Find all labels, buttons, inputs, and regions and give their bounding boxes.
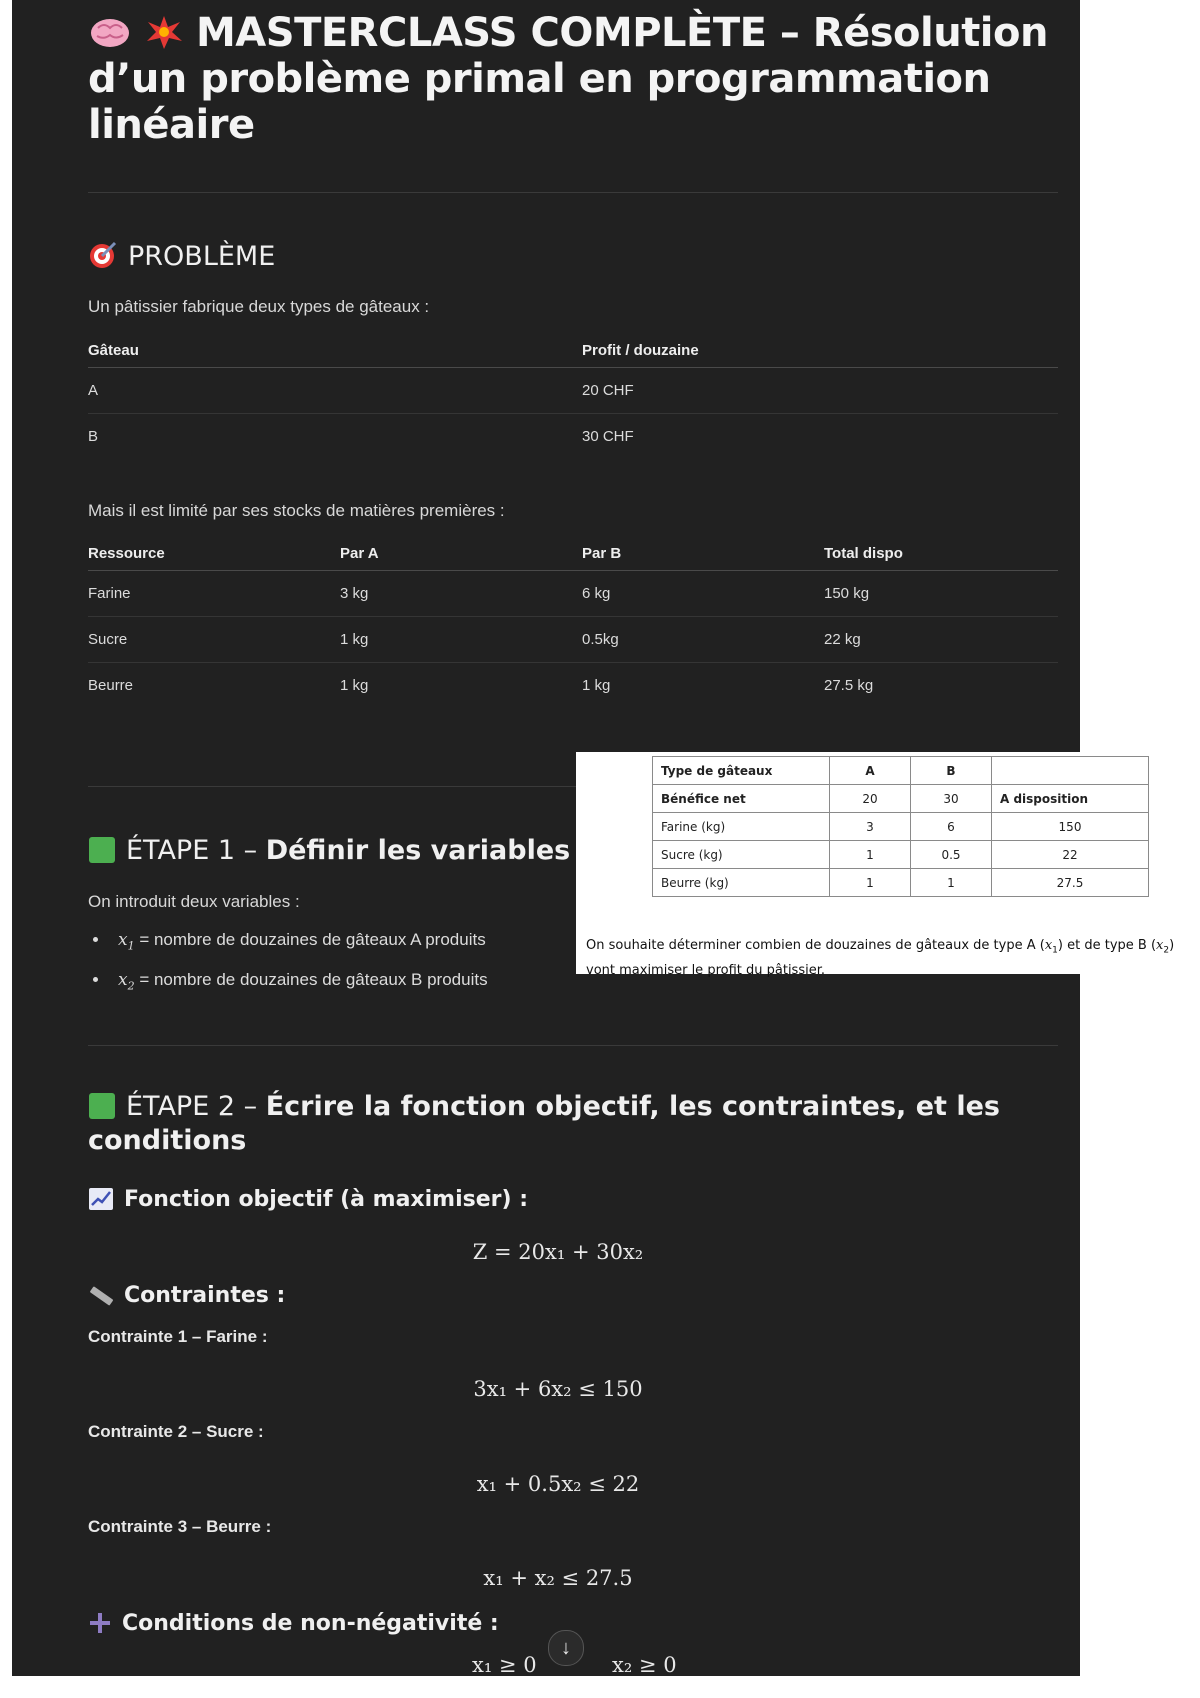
etape2-prefix: ÉTAPE 2 – (126, 1091, 266, 1122)
contraintes-heading (88, 1283, 285, 1308)
table-cell: 30 (911, 785, 992, 813)
contraintes-heading-text: Contraintes : (124, 1283, 286, 1308)
etape2-bold-line2: conditions (88, 1125, 247, 1156)
table-cell: 0.5kg (582, 617, 824, 663)
table-cell: 6 kg (582, 571, 824, 617)
table-cell: 3 (830, 813, 911, 841)
c2-equation: x₁ + 0.5x₂ ≤ 22 (476, 1472, 640, 1496)
objective-heading-text: Fonction objectif (à maximiser) : (124, 1187, 529, 1212)
overlay-table (652, 756, 1149, 897)
table-cell: 20 CHF (582, 368, 1058, 414)
table-cell: Farine (88, 571, 340, 617)
caption-part-a: On souhaite déterminer combien de douzaines de gâteaux de type A ( (586, 938, 1045, 953)
table-cell: B (911, 757, 992, 785)
ruler-icon (88, 1283, 114, 1307)
table-cell: Beurre (88, 677, 134, 694)
table-row (653, 813, 1149, 841)
brain-icon (88, 14, 132, 50)
plus-icon (88, 1611, 112, 1635)
table-cell: 1 (830, 869, 911, 897)
table-cell: 27.5 (992, 869, 1149, 897)
table-header-cell: Par A (340, 537, 582, 571)
table-header-cell: Profit / douzaine (582, 334, 1058, 368)
table-header-cell: Ressource (88, 537, 340, 571)
table-cell: 1 kg (582, 677, 611, 694)
etape1-bold: Définir les variables (265, 835, 571, 866)
green-square-icon (88, 836, 116, 864)
objective-equation: Z = 20x₁ + 30x₂ (472, 1240, 644, 1264)
table-cell: 22 kg (824, 617, 1058, 663)
table-cell: Sucre (kg) (653, 841, 830, 869)
table-cell: 150 kg (824, 571, 1058, 617)
table-cell: B (88, 428, 99, 445)
table-row (653, 757, 1149, 785)
table-cell: Sucre (88, 617, 340, 663)
probleme-heading-text: PROBLÈME (128, 241, 276, 272)
list-item: • $x_1$ = nombre de douzaines de gâteaux A produits (110, 930, 488, 952)
table-header-row (88, 334, 1058, 368)
caption-part-c: ) vont maximiser le profit du pâtissier. (586, 938, 1175, 978)
table-cell: 150 (992, 813, 1149, 841)
table-row (88, 617, 1058, 663)
table-cell: 1 kg (340, 617, 582, 663)
title-line-2: d’un problème primal en programmation (88, 56, 991, 102)
table-cell: Type de gâteaux (653, 757, 830, 785)
list-item: • $x_2$ = nombre de douzaines de gâteaux B produits (110, 970, 488, 992)
green-square-icon (88, 1092, 116, 1120)
c3-equation: x₁ + x₂ ≤ 27.5 (483, 1566, 633, 1590)
c1-equation: 3x₁ + 6x₂ ≤ 150 (473, 1377, 643, 1401)
title-line-3: linéaire (88, 102, 255, 148)
etape1-intro: On introduit deux variables : (88, 892, 300, 911)
var1-text: = nombre de douzaines de gâteaux A produits (134, 930, 486, 949)
table-cell: 30 CHF (582, 428, 634, 445)
pasted-screenshot (576, 752, 1200, 978)
table-cell: A disposition (992, 785, 1149, 813)
scroll-down-button[interactable]: ↓ (548, 1630, 584, 1666)
objective-heading (88, 1187, 528, 1212)
divider (88, 192, 1058, 193)
explosion-icon (142, 14, 186, 50)
section-heading-etape2 (88, 1090, 1048, 1158)
table-header-cell: Total dispo (824, 537, 1058, 571)
table-header-cell: Par B (582, 537, 824, 571)
table-header-row (88, 537, 1058, 571)
nonneg-heading-text: Conditions de non-négativité : (122, 1611, 499, 1636)
table-row (88, 368, 1058, 414)
section-heading-etape1 (88, 834, 570, 868)
profit-table (88, 334, 1058, 459)
table-row (88, 663, 1058, 709)
table-cell: 27.5 kg (824, 677, 874, 694)
table-cell: 22 (992, 841, 1149, 869)
table-cell: Farine (kg) (653, 813, 830, 841)
target-icon (88, 240, 118, 270)
resource-table (88, 537, 1058, 708)
c2-label: Contrainte 2 – Sucre : (88, 1422, 264, 1441)
title-line-1: MASTERCLASS COMPLÈTE – Résolution (196, 10, 1048, 56)
table-cell: 6 (911, 813, 992, 841)
table-cell: Bénéfice net (653, 785, 830, 813)
table-cell: 0.5 (911, 841, 992, 869)
var2-text: = nombre de douzaines de gâteaux B produits (134, 970, 488, 990)
section-heading-probleme (88, 240, 275, 274)
nonneg-eq-1: x₁ ≥ 0 (472, 1653, 537, 1677)
c3-label: Contrainte 3 – Beurre : (88, 1517, 272, 1536)
table-row (653, 785, 1149, 813)
nonneg-eq-2: x₂ ≥ 0 (612, 1653, 677, 1677)
chart-increasing-icon (88, 1187, 114, 1211)
table-row (653, 841, 1149, 869)
nonneg-heading (88, 1611, 499, 1636)
c1-label: Contrainte 1 – Farine : (88, 1327, 268, 1346)
etape2-bold-line1: Écrire la fonction objectif, les contraintes, et les (265, 1091, 1000, 1122)
table-header-cell: Gâteau (88, 334, 582, 368)
table-row (88, 571, 1058, 617)
table-cell: A (88, 368, 582, 414)
overlay-caption: On souhaite déterminer combien de douzaines de gâteaux de type A $(x_1)$ et de type B $(x_2)$ vont maximiser le profit du pâtissier. (586, 938, 1175, 978)
table-cell: 1 (911, 869, 992, 897)
limit-text: Mais il est limité par ses stocks de matières premières : (88, 501, 505, 520)
table-cell: 1 kg (340, 677, 369, 694)
table-cell: 20 (830, 785, 911, 813)
table-row (653, 869, 1149, 897)
table-row (88, 414, 1058, 460)
table-cell: 1 (830, 841, 911, 869)
divider (88, 1045, 1058, 1046)
caption-part-b: ) et de type B ( (1057, 938, 1157, 953)
etape1-prefix: ÉTAPE 1 – (126, 835, 266, 866)
table-cell: 3 kg (340, 571, 582, 617)
variables-list (88, 930, 488, 1011)
page-title (88, 10, 1048, 148)
table-cell (992, 757, 1149, 785)
probleme-intro: Un pâtissier fabrique deux types de gâteaux : (88, 297, 430, 316)
table-cell: A (830, 757, 911, 785)
table-cell: Beurre (kg) (653, 869, 830, 897)
